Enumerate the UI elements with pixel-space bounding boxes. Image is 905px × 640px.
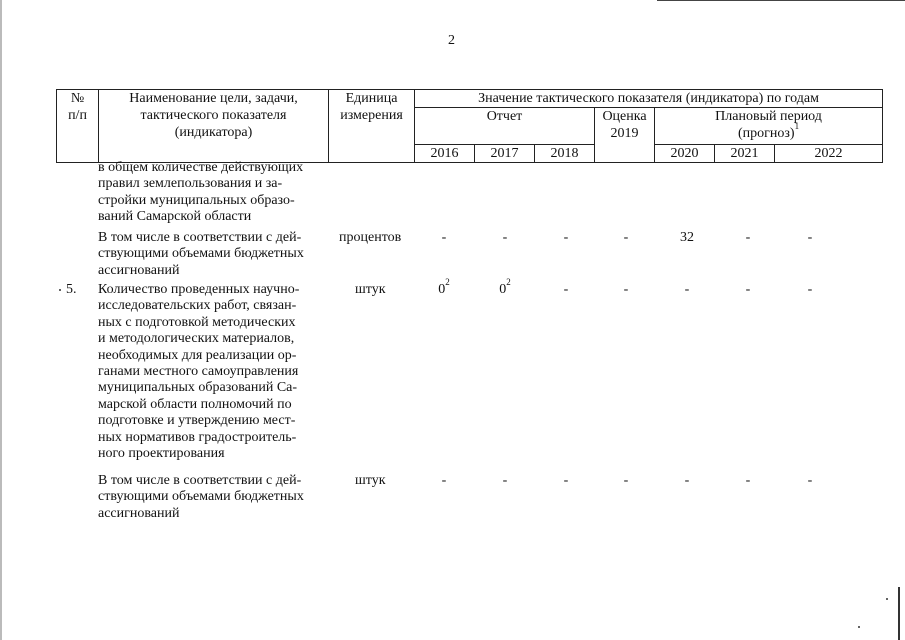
- top-rule: [657, 0, 905, 1]
- page-number: 2: [448, 33, 455, 48]
- scan-speck: [886, 598, 888, 600]
- header-name: Наименование цели, задачи, тактического показателя (индикатора): [99, 90, 329, 163]
- row-value: -: [563, 282, 569, 297]
- row-value: -: [563, 230, 569, 245]
- row-value: -: [684, 473, 690, 488]
- row-number: 5.: [66, 282, 77, 297]
- scan-speck: [858, 626, 860, 628]
- header-estimate: Оценка 2019: [595, 108, 655, 163]
- continuation-text: в общем количестве действующих правил землепользования и за- стройки муниципальных образо- ваний Самарской области: [98, 160, 304, 225]
- header-year: 2018: [535, 145, 595, 163]
- row-value: -: [502, 473, 508, 488]
- row-name: Количество проведенных научно- исследовательских работ, связан- ных с подготовкой методических и методологических материалов, необходимых для реализации ор- ганами местного самоуправления муниципальных образований Са- марской области полномочий по подготовке и утверждению мест- ных нормативов градостроитель- ного проектирования: [98, 282, 300, 462]
- row-unit: процентов: [339, 230, 402, 245]
- row-value: -: [623, 230, 629, 245]
- row-unit: штук: [355, 282, 386, 297]
- header-plan: Плановый период (прогноз)$^1$: [655, 108, 883, 145]
- header-year: 2020: [655, 145, 715, 163]
- header-year: 2022: [775, 145, 883, 163]
- row-value: 32: [680, 230, 694, 245]
- row-value: -: [745, 473, 751, 488]
- row-value: $0^2$: [499, 277, 511, 297]
- row-value: -: [441, 230, 447, 245]
- row-value: $0^2$: [438, 277, 450, 297]
- header-values-title: Значение тактического показателя (индикатора) по годам: [415, 90, 883, 108]
- row-value: -: [441, 473, 447, 488]
- header-number: № п/п: [57, 90, 99, 163]
- row-value: -: [623, 473, 629, 488]
- row-value: -: [745, 230, 751, 245]
- row-name: В том числе в соответствии с дей- ствующими объемами бюджетных ассигнований: [98, 473, 304, 521]
- header-unit: Единица измерения: [329, 90, 415, 163]
- row-value: -: [623, 282, 629, 297]
- row-value: -: [745, 282, 751, 297]
- row-value: -: [502, 230, 508, 245]
- header-year: 2021: [715, 145, 775, 163]
- indicator-table-header: [56, 89, 883, 163]
- row-value: -: [684, 282, 690, 297]
- scan-mark: [898, 587, 900, 640]
- row-value: -: [807, 282, 813, 297]
- row-value: -: [807, 473, 813, 488]
- scan-speck: [59, 289, 61, 291]
- row-name: В том числе в соответствии с дей- ствующими объемами бюджетных ассигнований: [98, 230, 304, 278]
- header-year: 2017: [475, 145, 535, 163]
- page-edge: [0, 0, 2, 640]
- row-unit: штук: [355, 473, 386, 488]
- header-year: 2016: [415, 145, 475, 163]
- row-value: -: [563, 473, 569, 488]
- row-value: -: [807, 230, 813, 245]
- header-report: Отчет: [415, 108, 595, 145]
